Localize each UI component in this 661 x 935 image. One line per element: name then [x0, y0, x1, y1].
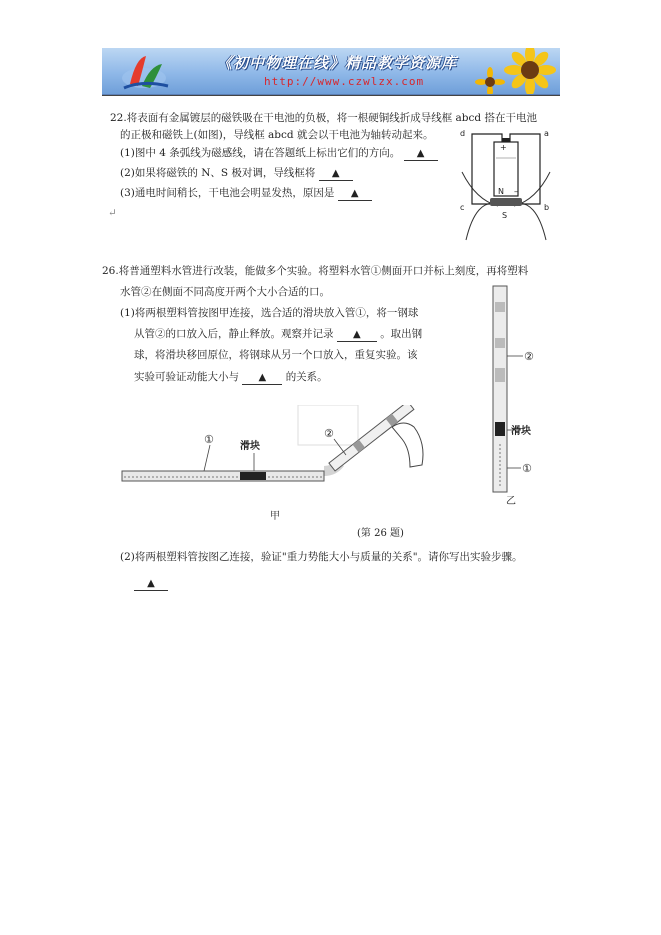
- sunflower-icon: [470, 48, 560, 94]
- q26-part2: (2)将两根塑料管按图乙连接，验证"重力势能大小与质量的关系"。请你写出实验步骤。: [120, 551, 523, 563]
- q22-line2: 的正极和磁铁上(如图)，导线框 abcd 就会以干电池为轴转动起来。: [120, 129, 434, 141]
- q26-part1-line2: [134, 327, 422, 342]
- q22-part1-text: (1)图中 4 条弧线为磁感线，请在答题纸上标出它们的方向。: [120, 147, 401, 159]
- figure-jia: [120, 405, 440, 515]
- q22-b-label: b: [544, 203, 550, 212]
- yi-tube2-label: ②: [524, 350, 534, 363]
- q22-part3-text: (3)通电时间稍长，干电池会明显发热，原因是: [120, 187, 335, 199]
- figure-jia-caption: 甲: [270, 511, 280, 522]
- q26-part1-line4-text-a: 实验可验证动能大小与: [134, 371, 239, 383]
- yi-slider-label: 滑块: [511, 426, 531, 437]
- q22-part3-blank[interactable]: [338, 187, 372, 201]
- q26-part1-blank2[interactable]: [242, 371, 282, 385]
- q22-d-label: d: [460, 129, 466, 138]
- q22-part2: [120, 166, 353, 181]
- q22-line1: 22.将表面有金属镀层的磁铁吸在干电池的负极，将一根硬铜线折成导线框 abcd 搭在干电池: [110, 112, 537, 124]
- q22-part1: [120, 146, 438, 161]
- return-mark: ↵: [108, 207, 117, 219]
- q26-part1-line4: [134, 370, 328, 385]
- q22-c-label: c: [460, 203, 465, 212]
- answer-triangle-icon: ▲: [416, 148, 425, 159]
- q22-plus-label: +: [500, 143, 507, 152]
- q22-part3: [120, 186, 372, 201]
- q26-part1-line2-text-a: 从管②的口放入后，静止释放。观察并记录: [134, 328, 334, 340]
- answer-triangle-icon: ▲: [331, 168, 340, 179]
- q22-s-label: S: [502, 211, 508, 220]
- q22-minus-label: –: [514, 187, 518, 196]
- answer-triangle-icon: ▲: [258, 372, 267, 383]
- q22-part2-text: (2)如果将磁铁的 N、S 极对调，导线框将: [120, 167, 316, 179]
- banner-title: 《初中物理在线》精品教学资源库: [217, 54, 458, 72]
- q22-n-label: N: [498, 187, 504, 196]
- answer-triangle-icon: ▲: [147, 578, 155, 589]
- q26-part1-line4-text-b: 的关系。: [285, 371, 328, 383]
- answer-triangle-icon: ▲: [350, 188, 359, 199]
- figure-26-caption: (第 26 题): [357, 528, 404, 539]
- jia-slider-label: 滑块: [240, 441, 260, 452]
- q26-part1-blank1[interactable]: [337, 328, 377, 342]
- q26-part1-line2-text-b: 。取出钢: [380, 328, 423, 340]
- q22-a-label: a: [544, 129, 549, 138]
- yi-tube1-label: ①: [522, 462, 532, 475]
- q22-battery-figure: [456, 128, 556, 246]
- q26-part2-blank[interactable]: [134, 577, 168, 591]
- header-banner: [102, 48, 560, 96]
- q26-part1-line1: (1)将两根塑料管按图甲连接，选合适的滑块放入管①，将一钢球: [120, 307, 419, 319]
- q22-part1-blank[interactable]: [404, 147, 438, 161]
- site-logo-icon: [102, 48, 222, 94]
- banner-url[interactable]: http://www.czwlzx.com: [264, 75, 425, 88]
- answer-triangle-icon: ▲: [352, 329, 361, 340]
- figure-yi-caption: 乙: [506, 496, 516, 507]
- jia-tube1-label: ①: [204, 433, 214, 446]
- q26-line2: 水管②在侧面不同高度开两个大小合适的口。: [120, 286, 330, 298]
- figure-yi: [485, 284, 545, 494]
- q26-line1: 26.将普通塑料水管进行改装，能做多个实验。将塑料水管①侧面开口并标上刻度，再将塑料: [102, 265, 529, 277]
- q26-part1-line3: 球，将滑块移回原位，将钢球从另一个口放入，重复实验。该: [134, 349, 418, 361]
- banner-rule: [102, 95, 560, 96]
- q22-part2-blank[interactable]: [319, 167, 353, 181]
- q26-part2-answer-line: [134, 576, 168, 591]
- jia-tube2-label: ②: [324, 427, 334, 440]
